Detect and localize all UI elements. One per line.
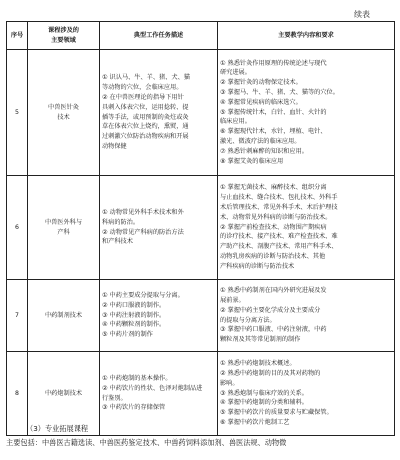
table-row — [7, 50, 395, 176]
row-requirements: ① 掌握无菌技术、麻醉技术、组织分离 与止血技术、缝合技术、包扎技术、外科手 术后管理技术、常见外科手术、术后护理技 术、动物常见外科病的诊断与防治技术。 ② 掌握产前检查技术、动物围产期疾病 的诊疗技术、接产技术、难产检查技术、难 产助产技术、剖腹产技术、常用产科手术、 动物乳房疾病的诊断与防治技术、其他 产科疾病的诊断与防治技术 — [218, 176, 395, 280]
row-tasks: ① 中药炮制的基本操作。 ② 中药饮片的性状、色泽对炮制品进 行鉴别。 ③ 中药饮片的存储保管 — [100, 352, 218, 436]
table-header-row — [7, 22, 395, 50]
continued-label: 续表 — [354, 10, 370, 19]
row-requirements: ① 熟悉中药制剂在国内外研究进展及发 展前景。 ② 掌握中药主要化学成分及主要成分 的提取与分离方法。 ③ 掌握中药口服液、中药注射液，中药 颗粒剂及其等常见制剂的制作 — [218, 280, 395, 352]
row-number: 7 — [7, 280, 28, 352]
row-tasks: ① 中药主要成分提取与分离。 ② 中药口服液的制作。 ③ 中药注射液的制作。 ④ 中药颗粒剂的制作。 ⑤ 中药片剂的制作 — [100, 280, 218, 352]
curriculum-table — [6, 21, 395, 436]
header-tasks: 典型工作任务描述 — [100, 22, 218, 50]
row-number: 5 — [7, 50, 28, 176]
header-area: 课程涉及的 主要领域 — [28, 22, 100, 50]
header-requirements: 主要教学内容和要求 — [218, 22, 395, 50]
table-row — [7, 352, 395, 436]
header-no: 序号 — [7, 22, 28, 50]
row-area: 中兽医针灸 技术 — [28, 50, 100, 176]
row-tasks: ① 识认马、牛、羊、猪、犬、猫 等动物的穴位，会临床应用。 ② 在中兽医理论的指导下用针 具刺入体表穴位，运用捻转、提 插等手法，或用预制的灸炷或灸 草在体表穴位上烧灼，熏熨，通 过刺激穴位防治动物疾病和开展 动物保健 — [100, 50, 218, 176]
section-paragraph: 主要包括：中兽医古籍选读、中兽医药鉴定技术、中兽药饲料添加剂、兽医法规、动物微 — [6, 438, 287, 447]
row-requirements: ① 熟悉中药炮制技术概述。 ② 熟悉中药炮制的目的及其对药物的 影响。 ③ 熟悉炮制与临床疗效的关系。 ④ 掌握中药炮制的分类和辅料。 ⑤ 掌握中药饮片的质量要求与贮藏保管。 ⑥ 掌握中药饮片炮制工艺 — [218, 352, 395, 436]
row-tasks: ① 动物常见外科手术技术和外 科病的防治。 ② 动物常见产科病的防治方法 和产科技术 — [100, 176, 218, 280]
row-number: 6 — [7, 176, 28, 280]
row-area: 中药制剂技术 — [28, 280, 100, 352]
section-heading: （3）专业拓展课程 — [26, 424, 89, 433]
row-requirements: ① 熟悉针灸作用原理的传统论述与现代 研究进展。 ② 掌握针灸的动物保定技术。 ③ 掌握马、牛、羊、猪、犬、猫等的穴位。 ④ 掌握常见疾病的临床选穴。 ⑤ 掌握传统针术，白针、血针、火针的 临床应用。 ⑥ 掌握现代针术，水针，埋植、电针、 激光、微波疗法的临床应用。 ⑦ 熟悉针刺麻醉的知识和应用。 ⑧ 掌握艾灸的临床应用 — [218, 50, 395, 176]
row-area: 中药炮制技术 — [28, 352, 100, 436]
table-row — [7, 176, 395, 280]
table-row — [7, 280, 395, 352]
row-area: 中兽医外科与 产科 — [28, 176, 100, 280]
row-number: 8 — [7, 352, 28, 436]
